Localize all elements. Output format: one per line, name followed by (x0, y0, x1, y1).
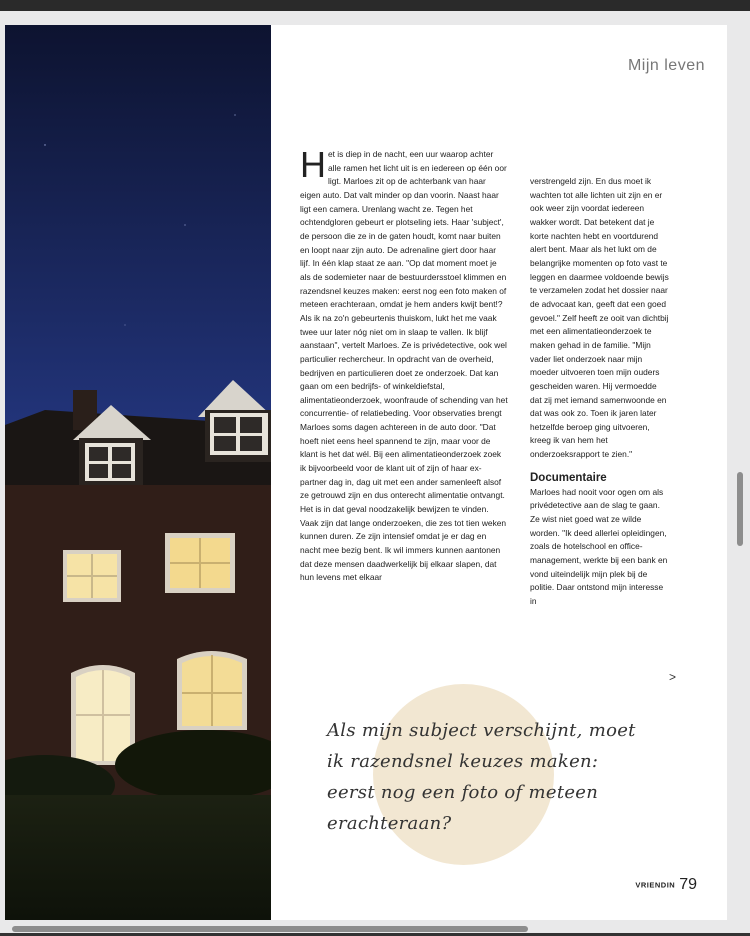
article-text-1: et is diep in de nacht, een uur waarop achter alle ramen het licht uit is en iedereen op één oor ligt. Marloes zit op de achterbank van haar eigen auto. Dat valt minder op dan voorin. Naast haar ligt een camera. Urenlang wacht ze. Tegen het ochtendgloren gebeurt er plotseling iets. Haar 'subject', de persoon die ze in de gaten houdt, komt naar buiten en loopt naar zijn auto. De adrenaline giert door haar lijf. In één klap staat ze aan. "Op dat moment moet je als de sodemieter naar de bestuurdersstoel klimmen en razendsnel keuzes maken: eerst nog een foto maken of meteen erachteraan, omdat je hem anders kwijt bent!? Als ik na zo'n gebeurtenis thuiskom, lukt het me vaak twee uur later nóg niet om in slaap te vallen. Ik blijf aanstaan", vertelt Marloes. Ze is privédetective, ook wel particulier rechercheur. In opdracht van de overheid, bedrijven en particulieren doet ze onderzoek. Dat kan gaan om een bedrijfs- of winkeldiefstal, alimentatieonderzoek, woonfraude of schending van het concurrentie- of relatiebeding. Voor observaties brengt Marloes soms dagen achtereen in de auto door. "Dat hoeft niet eens heel spannend te zijn, maar voor de klant is het dat wél. Bij een alimentatieonderzoek zoek ik bijvoorbeeld voor de klant uit of zijn of haar ex-partner dag in, dag uit met een ander samenleeft alsof ze getrouwd zijn en dus onterecht alimentatie ontvangt. Het is in dat geval noodzakelijk bewijzen te vinden. Vaak zijn dat lange onderzoeken, die zes tot tien weken kunnen duren. Ze zijn intensief omdat je er dag en nacht mee bezig bent. Ik wil immers kunnen aantonen dat deze mensen daadwerkelijk bij elkaar slapen, dat hun levens met elkaar (300, 149, 508, 583)
drop-cap: H (300, 144, 326, 185)
magazine-page (5, 25, 727, 920)
top-edge-bar (0, 0, 750, 11)
magazine-name: VRIENDIN (635, 880, 676, 890)
vertical-scrollbar[interactable] (737, 472, 743, 546)
article-column-2 (530, 175, 670, 609)
article-text-3: Marloes had nooit voor ogen om als privédetective aan de slag te gaan. Ze wist niet goed wat ze wilde worden. "Ik deed allerlei opleidingen, zoals de hotelschool en office-management, werkte bij een bank en vond uiteindelijk mijn plek bij de politie. Daar ontstond mijn interesse in (530, 486, 668, 607)
section-title: Mijn leven (627, 57, 705, 74)
house-illustration (5, 25, 271, 920)
page-number: 79 (679, 876, 697, 893)
article-text-2: verstrengeld zijn. En dus moet ik wachten tot alle lichten uit zijn en er ook weer zijn voordat iedereen wakker wordt. Dat betekent dat je korte nachten hebt en voortdurend alert bent. Maar als het lukt om de belangrijke momenten op foto vast te leggen en daarmee voldoende bewijs te verzamelen zodat het dossier naar de advocaat kan, geeft dat een goed gevoel." Zelf heeft ze ooit van dichtbij met een alimentatieonderzoek te maken gehad in de familie. "Mijn vader liet onderzoek naar mijn moeder uitvoeren toen mijn ouders gescheiden waren. Hij vermoedde dat zij met iemand samenwoonde en dat was ook zo. Toen ik jaren later hetzelfde beroep ging uitvoeren, kreeg ik van hem het onderzoeksrapport te zien." (530, 176, 669, 460)
article-column-1 (300, 144, 508, 585)
article-subheading: Documentaire (530, 471, 607, 484)
page-footer (635, 876, 697, 894)
continue-arrow-icon: > (669, 670, 677, 684)
night-house-photo (5, 25, 271, 920)
horizontal-scrollbar[interactable] (12, 926, 528, 932)
pull-quote: Als mijn subject verschijnt, moet ik razendsnel keuzes maken: eerst nog een foto of meteen erachteraan? (327, 720, 636, 834)
